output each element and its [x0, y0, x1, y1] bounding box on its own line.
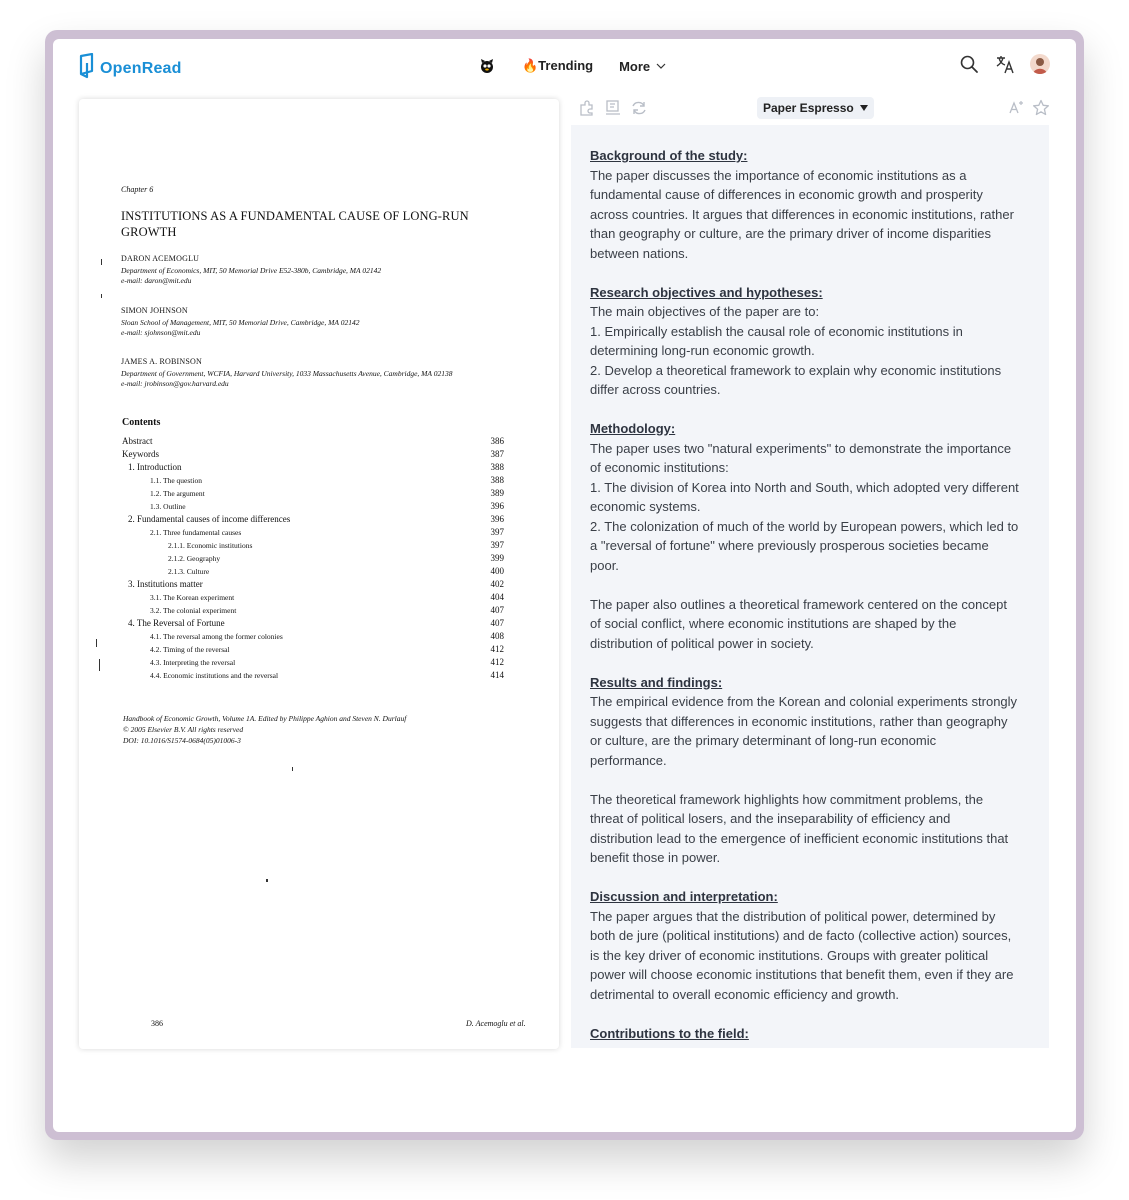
- toc-row[interactable]: [122, 617, 504, 630]
- toc-row[interactable]: [122, 669, 504, 682]
- logo[interactable]: [78, 53, 182, 79]
- openread-logo-icon: [78, 53, 96, 79]
- pdf-viewer[interactable]: [79, 99, 559, 1049]
- summary-section: [590, 1024, 1030, 1044]
- toc-row[interactable]: [122, 578, 504, 591]
- toc-row[interactable]: [122, 591, 504, 604]
- summary-line: 2. Develop a theoretical framework to explain why economic institutions: [590, 362, 1002, 378]
- summary-line: distribution lead to the emergence of inefficient economic institutions that: [590, 830, 1009, 846]
- toc-label: 1.1. The question: [150, 476, 202, 485]
- toc-page: 414: [490, 670, 504, 680]
- summary-mode-label: Paper Espresso: [763, 101, 854, 115]
- summary-section-title: Discussion and interpretation:: [590, 889, 778, 904]
- toc-page: 404: [490, 592, 504, 602]
- toc-page: 386: [490, 436, 504, 446]
- pdf-footnote: [123, 713, 406, 746]
- pdf-title: INSTITUTIONS AS A FUNDAMENTAL CAUSE OF LONG-RUN GROWTH: [121, 209, 469, 239]
- caret-down-icon: [860, 104, 868, 112]
- summary-section: [590, 673, 1030, 868]
- presentation-icon[interactable]: [603, 98, 623, 118]
- summary-panel[interactable]: [571, 125, 1049, 1048]
- puzzle-icon[interactable]: [577, 98, 597, 118]
- summary-line: The paper discusses the importance of economic institutions as a: [590, 167, 967, 183]
- star-icon[interactable]: [1031, 98, 1051, 118]
- summary-line: between nations.: [590, 245, 689, 261]
- pdf-chapter: Chapter 6: [121, 185, 154, 194]
- toc-row[interactable]: [122, 643, 504, 656]
- summary-section: [590, 887, 1030, 1004]
- summary-line: performance.: [590, 752, 667, 768]
- author-affiliation: Department of Government, WCFIA, Harvard University, 1033 Massachusetts Avenue, Cambridge, MA 02138: [121, 369, 453, 378]
- toc-label: 3. Institutions matter: [128, 579, 203, 589]
- toc-row[interactable]: [122, 435, 504, 448]
- toc-page: 402: [490, 579, 504, 589]
- toc-label: 1.2. The argument: [150, 489, 205, 498]
- toc-row[interactable]: [122, 656, 504, 669]
- summary-content: [571, 125, 1049, 1043]
- summary-section: [590, 146, 1030, 263]
- toc-row[interactable]: [122, 513, 504, 526]
- toc-label: 1. Introduction: [128, 462, 182, 472]
- header-actions: [958, 53, 1050, 75]
- scan-speck: [99, 659, 100, 671]
- toc-label: 4.4. Economic institutions and the reversal: [150, 671, 279, 680]
- summary-line: power will choose economic institutions that benefit them, even if they are: [590, 967, 1014, 982]
- summary-line: poor.: [590, 557, 619, 573]
- summary-section-title: Results and findings:: [590, 674, 723, 690]
- top-header: [53, 39, 1076, 95]
- app-window: [53, 39, 1076, 1132]
- toc-label: 2. Fundamental causes of income differences: [128, 514, 291, 524]
- summary-line: detrimental to overall economic efficiency and growth.: [590, 986, 900, 1002]
- author-email: e-mail: sjohnson@mit.edu: [121, 328, 201, 337]
- toc-label: Abstract: [122, 436, 153, 446]
- main-nav: [477, 56, 668, 76]
- mascot-icon[interactable]: [477, 56, 497, 76]
- summary-line: The main objectives of the paper are to:: [590, 304, 820, 319]
- toc-label: 4. The Reversal of Fortune: [128, 618, 225, 628]
- toc-label: 4.2. Timing of the reversal: [150, 645, 230, 654]
- nav-more[interactable]: [619, 59, 668, 74]
- toc-page: 408: [490, 631, 504, 641]
- summary-line: 1. The division of Korea into North and South, which adopted very different: [590, 479, 1019, 495]
- scan-speck: [96, 639, 97, 647]
- pdf-running-head: D. Acemoglu et al.: [466, 1019, 526, 1028]
- nav-trending[interactable]: 🔥Trending: [522, 58, 594, 73]
- summary-line: benefit those in power.: [590, 850, 721, 865]
- summary-line: distribution of political power in society.: [590, 635, 814, 651]
- toc-page: 388: [490, 475, 504, 485]
- summary-line: economic systems.: [590, 499, 701, 514]
- refresh-icon[interactable]: [629, 98, 649, 118]
- summary-line: The paper argues that the distribution of political power, determined by: [590, 908, 996, 924]
- chevron-down-icon: [654, 59, 668, 73]
- summary-line: of economic institutions:: [590, 460, 729, 475]
- summary-section-title: Research objectives and hypotheses:: [590, 284, 823, 300]
- toc-row[interactable]: [122, 487, 504, 500]
- summary-line: 2. The colonization of much of the world by European powers, which led to: [590, 518, 1019, 534]
- paragraph-gap: [590, 575, 1030, 595]
- summary-line: threat of political losers, and the inseparability of efficiency and: [590, 811, 951, 826]
- summary-line: suggests that differences in economic institutions, rather than geography: [590, 713, 1008, 729]
- toc-page: 389: [490, 488, 504, 498]
- toc-page: 396: [490, 501, 504, 511]
- toc-row[interactable]: [122, 526, 504, 539]
- font-size-icon[interactable]: [1006, 98, 1026, 118]
- toc-page: 412: [490, 657, 504, 667]
- search-icon[interactable]: [958, 53, 980, 75]
- footnote-line: © 2005 Elsevier B.V. All rights reserved: [123, 725, 244, 734]
- summary-section-title: Background of the study:: [590, 148, 748, 163]
- scan-speck: [101, 259, 102, 265]
- summary-section: [590, 283, 1030, 400]
- paragraph-gap: [590, 770, 1030, 790]
- nav-more-label: More: [619, 58, 651, 74]
- toc-page: 396: [490, 514, 504, 524]
- toc-page: 400: [490, 566, 504, 576]
- author-name: DARON ACEMOGLU: [121, 254, 200, 263]
- summary-line: The empirical evidence from the Korean and colonial experiments strongly: [590, 694, 1018, 709]
- toc-page: 397: [490, 527, 504, 537]
- scan-speck: [101, 294, 102, 298]
- table-of-contents: [122, 435, 504, 682]
- summary-line: or culture, are the primary determinant of long-run economic: [590, 733, 937, 748]
- toc-label: 2.1.3. Culture: [168, 567, 210, 576]
- toc-row[interactable]: [122, 539, 504, 552]
- toc-row[interactable]: [122, 500, 504, 513]
- summary-line: 1. Empirically establish the causal role of economic institutions in: [590, 323, 963, 339]
- toc-row[interactable]: [122, 461, 504, 474]
- pdf-author: [121, 254, 471, 286]
- author-email: e-mail: daron@mit.edu: [121, 276, 192, 285]
- toc-label: 4.1. The reversal among the former colonies: [150, 632, 283, 641]
- toc-label: 3.2. The colonial experiment: [150, 606, 237, 615]
- summary-section-title: Methodology:: [590, 421, 676, 436]
- toc-label: Keywords: [122, 449, 159, 459]
- toc-page: 387: [490, 449, 504, 459]
- toc-page: 399: [490, 553, 504, 563]
- translate-icon[interactable]: [994, 53, 1016, 75]
- summary-toolbar: [573, 95, 1051, 125]
- logo-text: OpenRead: [100, 60, 182, 77]
- summary-section-title: Contributions to the field:: [590, 1025, 749, 1041]
- toc-row[interactable]: [122, 630, 504, 643]
- toc-page: 412: [490, 644, 504, 654]
- toc-row[interactable]: [122, 604, 504, 617]
- toc-row[interactable]: [122, 474, 504, 487]
- toc-label: 4.3. Interpreting the reversal: [150, 658, 236, 667]
- avatar[interactable]: [1030, 54, 1050, 74]
- scan-speck: [292, 767, 293, 771]
- summary-line: is the key driver of economic institutions. Groups with greater political: [590, 947, 989, 963]
- pdf-page-number: 386: [151, 1019, 163, 1028]
- toc-page: 397: [490, 540, 504, 550]
- summary-line: determining long-run economic growth.: [590, 343, 815, 358]
- scan-speck: [266, 879, 268, 882]
- summary-mode-select[interactable]: [757, 97, 874, 119]
- summary-section: [590, 419, 1030, 653]
- summary-line: The paper uses two "natural experiments" to demonstrate the importance: [590, 440, 1012, 456]
- pdf-author: [121, 306, 471, 338]
- toc-label: 3.1. The Korean experiment: [150, 593, 235, 602]
- author-email: e-mail: jrobinson@gov.harvard.edu: [121, 379, 229, 388]
- summary-line: a "reversal of fortune" where previously prosperous societies became: [590, 538, 989, 553]
- summary-line: differ across countries.: [590, 382, 721, 397]
- toc-label: 2.1. Three fundamental causes: [150, 528, 242, 537]
- summary-line: The theoretical framework highlights how commitment problems, the: [590, 791, 984, 807]
- pdf-author: [121, 357, 471, 389]
- summary-line: across countries. It argues that differences in economic institutions, rather: [590, 206, 1014, 222]
- summary-line: fundamental cause of differences in economic growth and prosperity: [590, 187, 983, 202]
- toc-page: 388: [490, 462, 504, 472]
- author-name: SIMON JOHNSON: [121, 306, 188, 315]
- toc-label: 2.1.1. Economic institutions: [168, 541, 253, 550]
- summary-line: than geography or culture, are the primary driver of income disparities: [590, 226, 992, 241]
- toc-label: 2.1.2. Geography: [168, 554, 221, 563]
- author-affiliation: Department of Economics, MIT, 50 Memorial Drive E52-380b, Cambridge, MA 02142: [121, 266, 382, 275]
- toc-page: 407: [490, 605, 504, 615]
- summary-line: both de jure (political institutions) and de facto (collective action) sources,: [590, 928, 1012, 943]
- summary-line: The paper also outlines a theoretical framework centered on the concept: [590, 596, 1007, 612]
- summary-line: of social conflict, where economic institutions are shaped by the: [590, 616, 957, 631]
- footnote-line: Handbook of Economic Growth, Volume 1A. Edited by Philippe Aghion and Steven N. Durlauf: [123, 714, 407, 723]
- toc-row[interactable]: [122, 565, 504, 578]
- toc-label: 1.3. Outline: [150, 502, 186, 511]
- author-affiliation: Sloan School of Management, MIT, 50 Memorial Drive, Cambridge, MA 02142: [121, 318, 360, 327]
- footnote-line: DOI: 10.1016/S1574-0684(05)01006-3: [123, 736, 241, 745]
- toc-page: 407: [490, 618, 504, 628]
- toc-row[interactable]: [122, 552, 504, 565]
- toc-row[interactable]: [122, 448, 504, 461]
- toc-heading: Contents: [122, 417, 161, 428]
- author-name: JAMES A. ROBINSON: [121, 357, 202, 366]
